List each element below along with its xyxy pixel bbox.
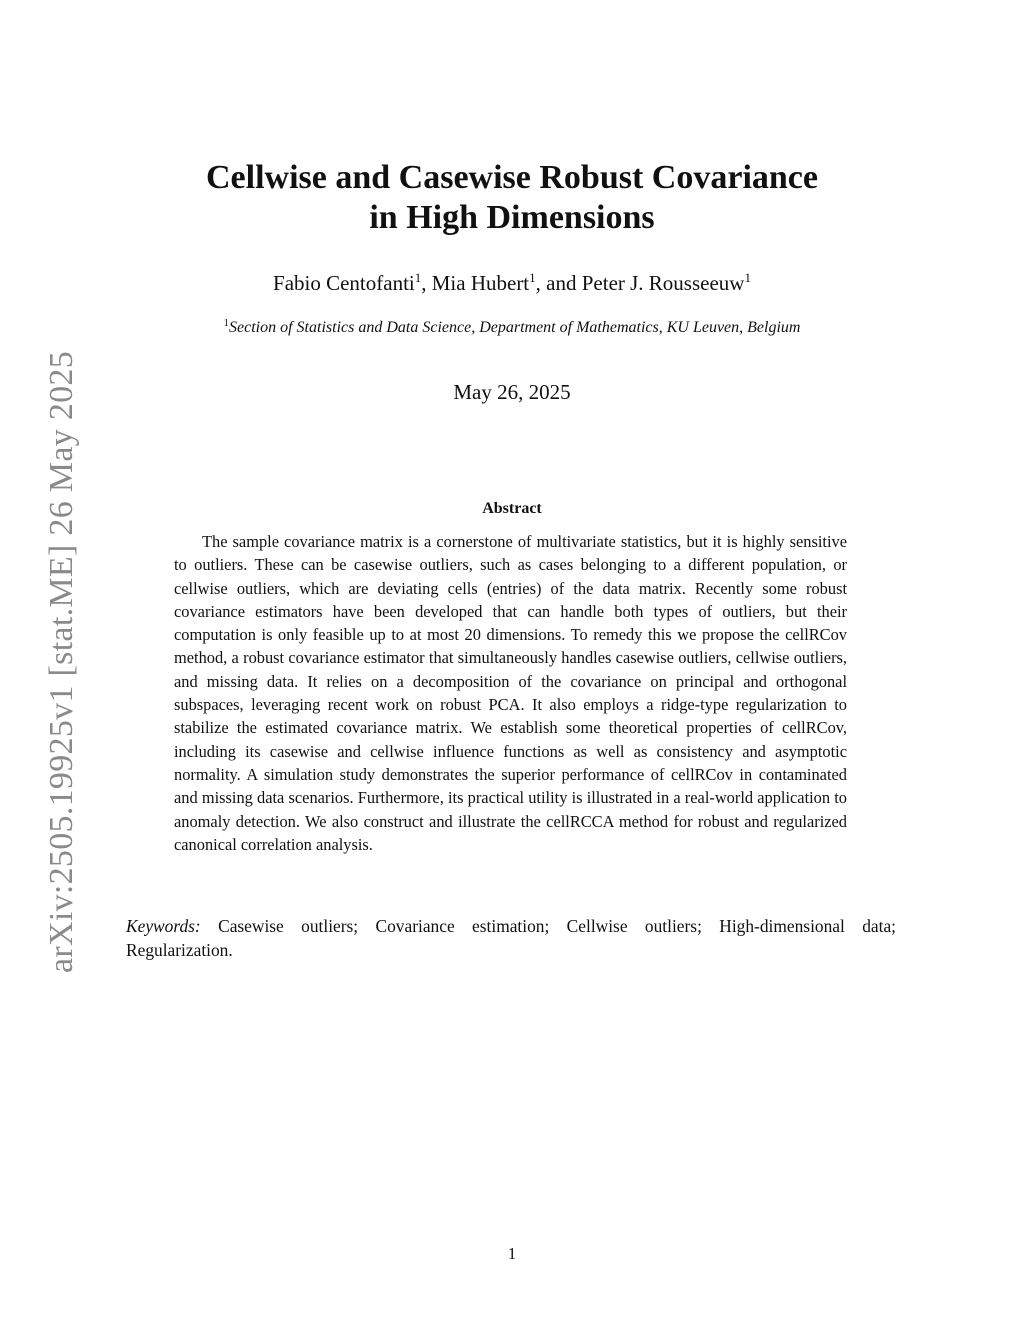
keywords	[126, 914, 896, 962]
arxiv-identifier-stamp: arXiv:2505.19925v1 [stat.ME] 26 May 2025	[43, 350, 80, 974]
author-affiliation-mark: 1	[744, 270, 751, 285]
keywords-text: Casewise outliers; Covariance estimation; Cellwise outliers; High-dimensional data; Regularization.	[126, 916, 896, 960]
paper-title	[0, 158, 1024, 238]
abstract-heading: Abstract	[482, 500, 542, 517]
paper-title-line-1: Cellwise and Casewise Robust Covariance	[206, 159, 818, 196]
affiliation-text: Section of Statistics and Data Science, Department of Mathematics, KU Leuven, Belgium	[229, 319, 801, 336]
page-number: 1	[507, 1244, 517, 1263]
author-affiliation-mark: 1	[529, 270, 536, 285]
publication-date: May 26, 2025	[453, 380, 571, 404]
affiliation-mark: 1	[223, 317, 230, 329]
author-separator: ,	[421, 271, 432, 295]
author-separator: , and	[535, 271, 582, 295]
author-name: Mia Hubert	[431, 271, 530, 295]
paper-title-line-2: in High Dimensions	[369, 199, 655, 236]
author-list	[0, 268, 1024, 298]
author-affiliation-mark: 1	[414, 270, 422, 285]
keywords-label: Keywords:	[126, 916, 201, 936]
abstract-text: The sample covariance matrix is a cornerstone of multivariate statistics, but it is highly sensitive to outliers. These can be casewise outliers, such as cases belonging to a different population, or cellwise outliers, which are deviating cells (entries) of the data matrix. Recently some robust covariance estimators have been developed that can handle both types of outliers, but their computation is only feasible up to at most 20 dimensions. To remedy this we propose the cellRCov method, a robust covariance estimator that simultaneously handles casewise outliers, cellwise outliers, and missing data. It relies on a decomposition of the covariance on principal and orthogonal subspaces, leveraging recent work on robust PCA. It also employs a ridge-type regularization to stabilize the estimated covariance matrix. We establish some theoretical properties of cellRCov, including its casewise and cellwise influence functions as well as consistency and asymptotic normality. A simulation study demonstrates the superior performance of cellRCov in contaminated and missing data scenarios. Furthermore, its practical utility is illustrated in a real-world application to anomaly detection. We also construct and illustrate the cellRCCA method for robust and regularized canonical correlation analysis.	[174, 532, 847, 854]
author-name: Fabio Centofanti	[273, 271, 415, 295]
author-name: Peter J. Rousseeuw	[581, 271, 745, 295]
affiliation	[0, 316, 1024, 340]
